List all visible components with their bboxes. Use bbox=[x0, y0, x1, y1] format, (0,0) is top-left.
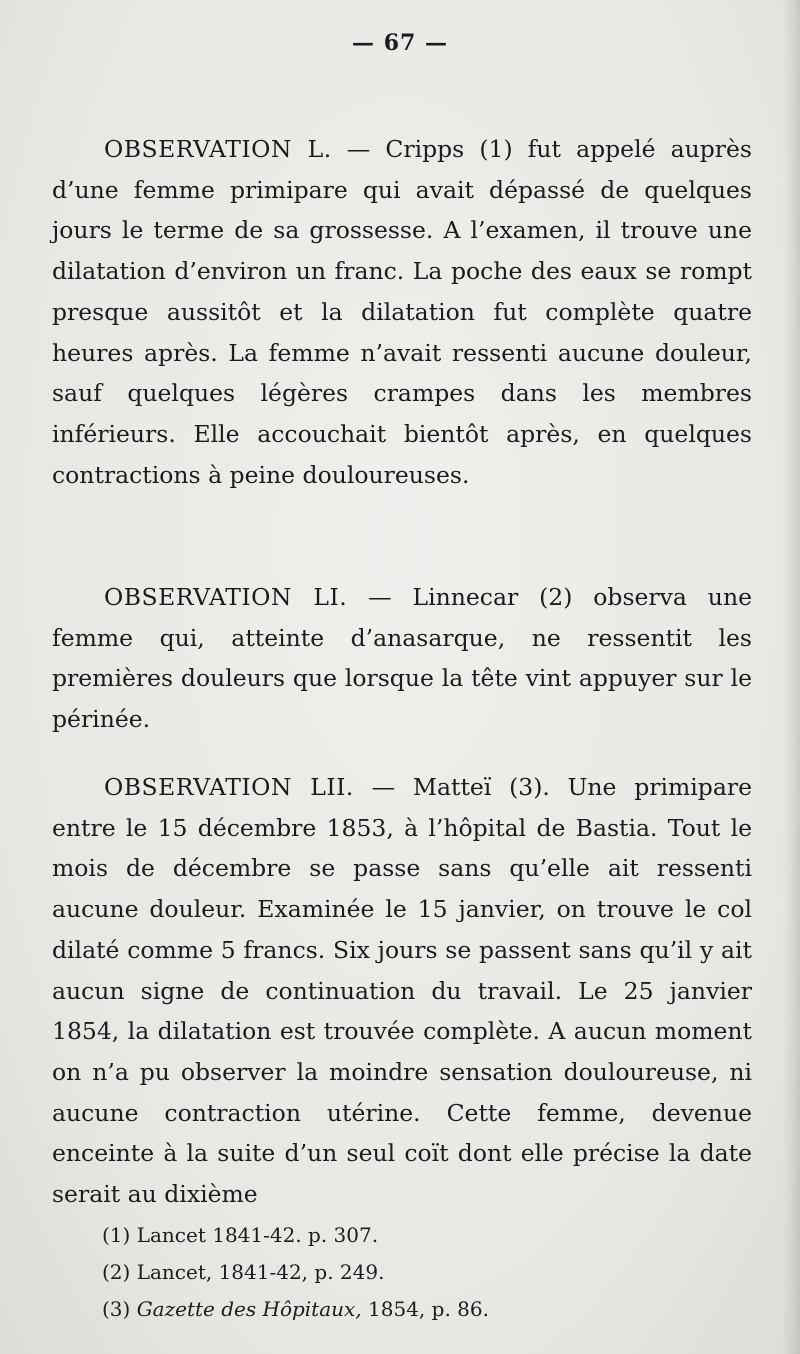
footnote-marker: (2) bbox=[102, 1260, 131, 1284]
footnote-journal-title: Gazette des Hôpitaux, bbox=[136, 1297, 362, 1321]
footnote-text: 1854, p. 86. bbox=[368, 1297, 489, 1321]
footnote bbox=[102, 1217, 489, 1254]
observation-paragraph bbox=[52, 767, 752, 1215]
footnotes bbox=[102, 1217, 489, 1328]
footnote-marker: (3) bbox=[102, 1297, 131, 1321]
footnote-text: Lancet 1841-42. p. 307. bbox=[136, 1223, 379, 1247]
observation-paragraph bbox=[52, 129, 752, 495]
observation-text: — Matteï (3). Une primipare entre le 15 décembre 1853, à l’hôpital de Bastia. Tout le mois de décembre se passe sans qu’elle ait ressenti aucune douleur. Examinée le 15 janvier, on trouve le col dilaté comme 5 francs. Six jours se passent sans qu’il y ait aucun signe de continuation du travail. Le 25 janvier 1854, la dilatation est trouvée complète. A aucun moment on n’a pu observer la moindre sensation douloureuse, ni aucune contraction utérine. Cette femme, devenue enceinte à la suite d’un seul coït dont elle précise la date serait au dixième bbox=[52, 773, 752, 1209]
observation-label: OBSERVATION L. bbox=[104, 135, 332, 163]
footnote bbox=[102, 1254, 489, 1291]
observation-label: OBSERVATION LI. bbox=[104, 583, 348, 611]
observation-label: OBSERVATION LII. bbox=[104, 773, 354, 801]
page-edge-shadow bbox=[782, 0, 800, 1354]
footnote bbox=[102, 1291, 489, 1328]
page-number: — 67 — bbox=[352, 30, 448, 56]
observation-paragraph bbox=[52, 577, 752, 740]
footnote-marker: (1) bbox=[102, 1223, 131, 1247]
observation-text: — Linnecar (2) observa une femme qui, atteinte d’anasarque, ne ressentit les premières douleurs que lorsque la tête vint appuyer sur le périnée. bbox=[52, 583, 752, 734]
observation-text: — Cripps (1) fut appelé auprès d’une femme primipare qui avait dépassé de quelques jours le terme de sa grossesse. A l’examen, il trouve une dilatation d’environ un franc. La poche des eaux se rompt presque aussitôt et la dilatation fut complète quatre heures après. La femme n’avait ressenti aucune douleur, sauf quelques légères crampes dans les membres inférieurs. Elle accouchait bientôt après, en quelques contractions à peine douloureuses. bbox=[52, 135, 752, 489]
footnote-text: Lancet, 1841-42, p. 249. bbox=[136, 1260, 385, 1284]
